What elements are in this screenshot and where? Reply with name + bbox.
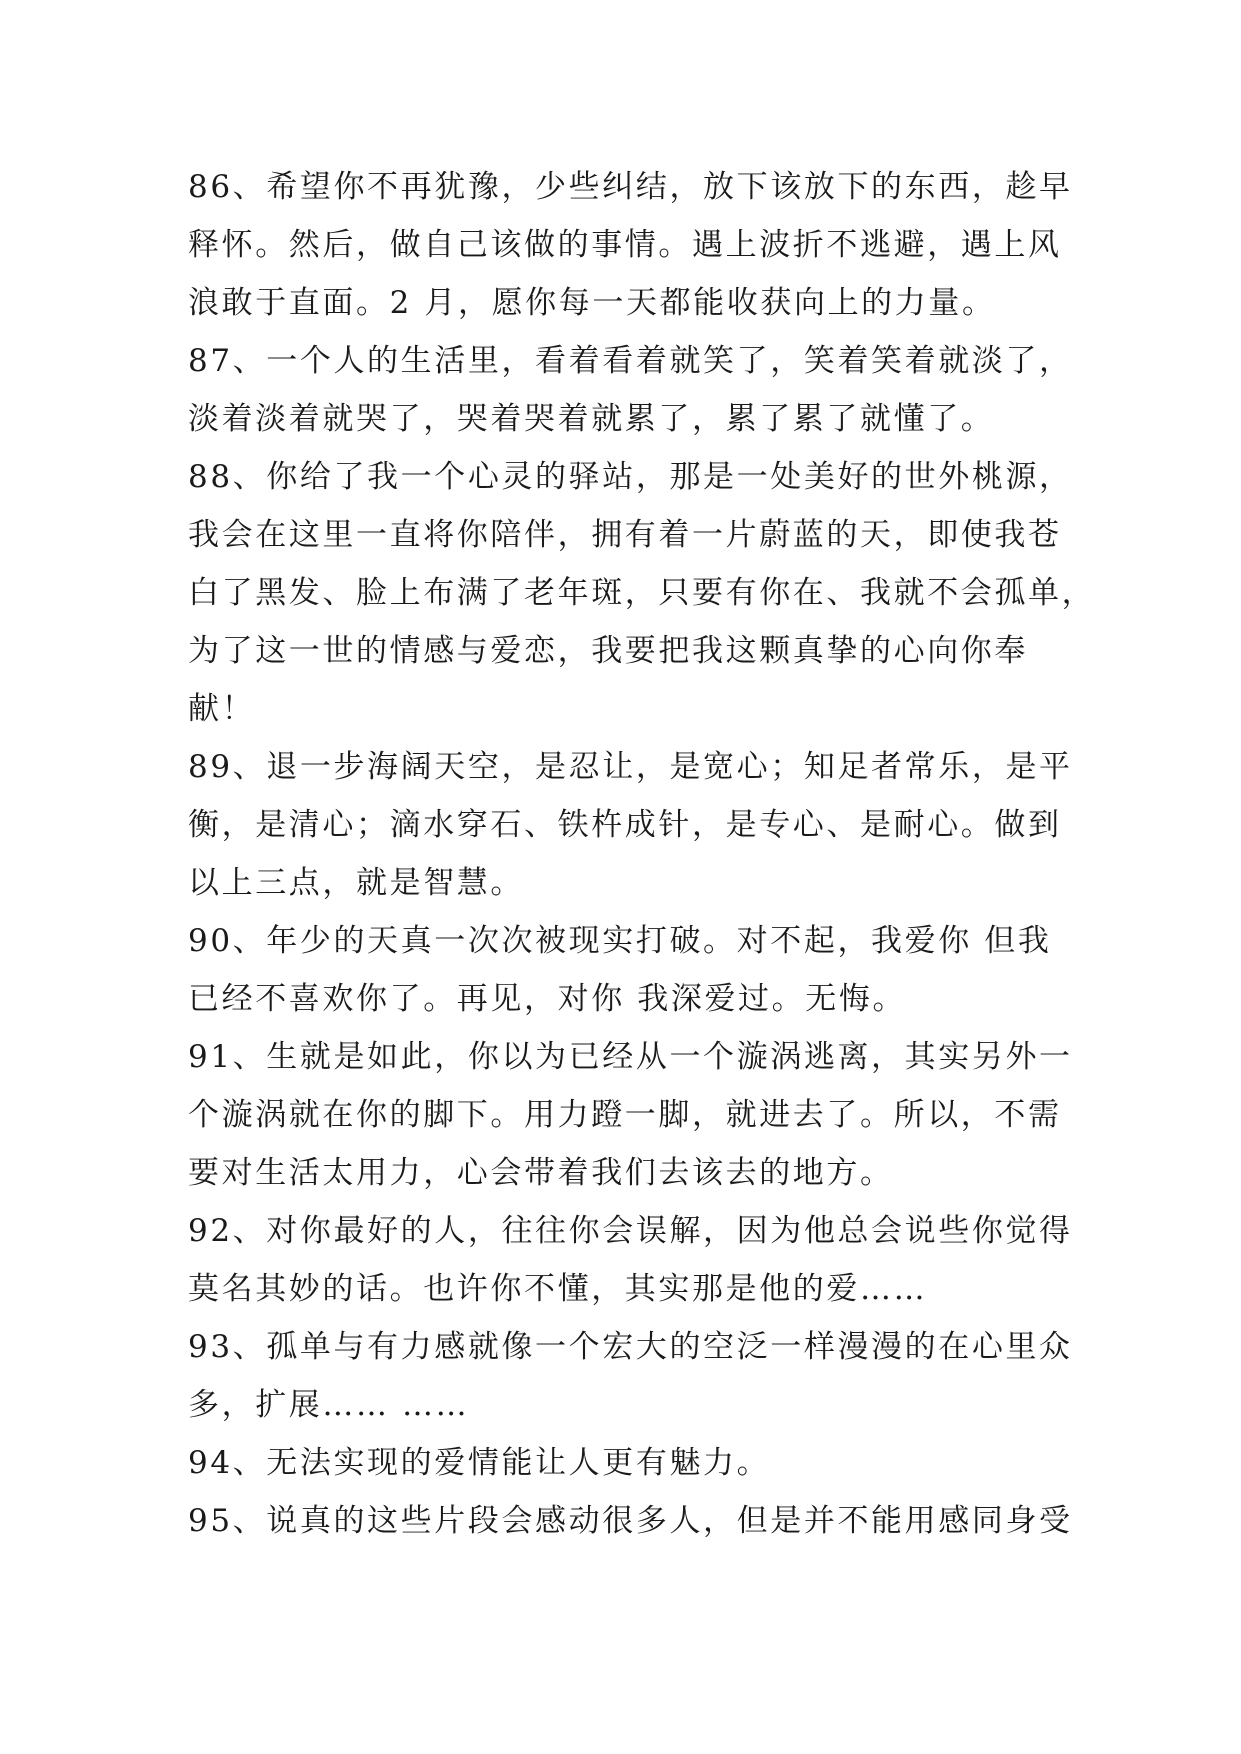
- text-line: 90、年少的天真一次次被现实打破。对不起，我爱你 但我: [188, 923, 1052, 959]
- text-line: 浪敢于直面。2 月，愿你每一天都能收获向上的力量。: [188, 285, 996, 321]
- text-line: 88、你给了我一个心灵的驿站，那是一处美好的世外桃源，: [188, 459, 1073, 495]
- text-line: 衡，是清心；滴水穿石、铁杵成针，是专心、是耐心。做到: [188, 807, 1062, 843]
- text-line: 89、退一步海阔天空，是忍让，是宽心；知足者常乐，是平: [188, 749, 1073, 785]
- text-line: 95、说真的这些片段会感动很多人，但是并不能用感同身受: [188, 1503, 1073, 1539]
- text-line: 86、希望你不再犹豫，少些纠结，放下该放下的东西，趁早: [188, 169, 1073, 205]
- text-line: 淡着淡着就哭了，哭着哭着就累了，累了累了就懂了。: [188, 401, 995, 437]
- text-line: 为了这一世的情感与爱恋，我要把我这颗真挚的心向你奉: [188, 633, 1028, 669]
- text-line: 要对生活太用力，心会带着我们去该去的地方。: [188, 1155, 894, 1191]
- text-line: 91、生就是如此，你以为已经从一个漩涡逃离，其实另外一: [188, 1039, 1073, 1075]
- text-line: 以上三点，就是智慧。: [188, 865, 524, 901]
- text-line: 87、一个人的生活里，看着看着就笑了，笑着笑着就淡了，: [188, 343, 1073, 379]
- text-line: 莫名其妙的话。也许你不懂，其实那是他的爱……: [188, 1271, 928, 1307]
- text-line: 释怀。然后，做自己该做的事情。遇上波折不逃避，遇上风: [188, 227, 1062, 263]
- document-body: [188, 158, 1096, 1550]
- text-line: 93、孤单与有力感就像一个宏大的空泛一样漫漫的在心里众: [188, 1329, 1073, 1365]
- text-line: 92、对你最好的人，往往你会误解，因为他总会说些你觉得: [188, 1213, 1073, 1249]
- text-line: 已经不喜欢你了。再见，对你 我深爱过。无悔。: [188, 981, 907, 1017]
- text-line: 94、无法实现的爱情能让人更有魅力。: [188, 1445, 771, 1481]
- text-line: 多，扩展…… ……: [188, 1387, 470, 1423]
- text-line: 献！: [188, 691, 256, 727]
- text-line: 我会在这里一直将你陪伴，拥有着一片蔚蓝的天，即使我苍: [188, 517, 1062, 553]
- text-line: 白了黑发、脸上布满了老年斑，只要有你在、我就不会孤单，: [188, 575, 1096, 611]
- text-line: 个漩涡就在你的脚下。用力蹬一脚，就进去了。所以，不需: [188, 1097, 1062, 1133]
